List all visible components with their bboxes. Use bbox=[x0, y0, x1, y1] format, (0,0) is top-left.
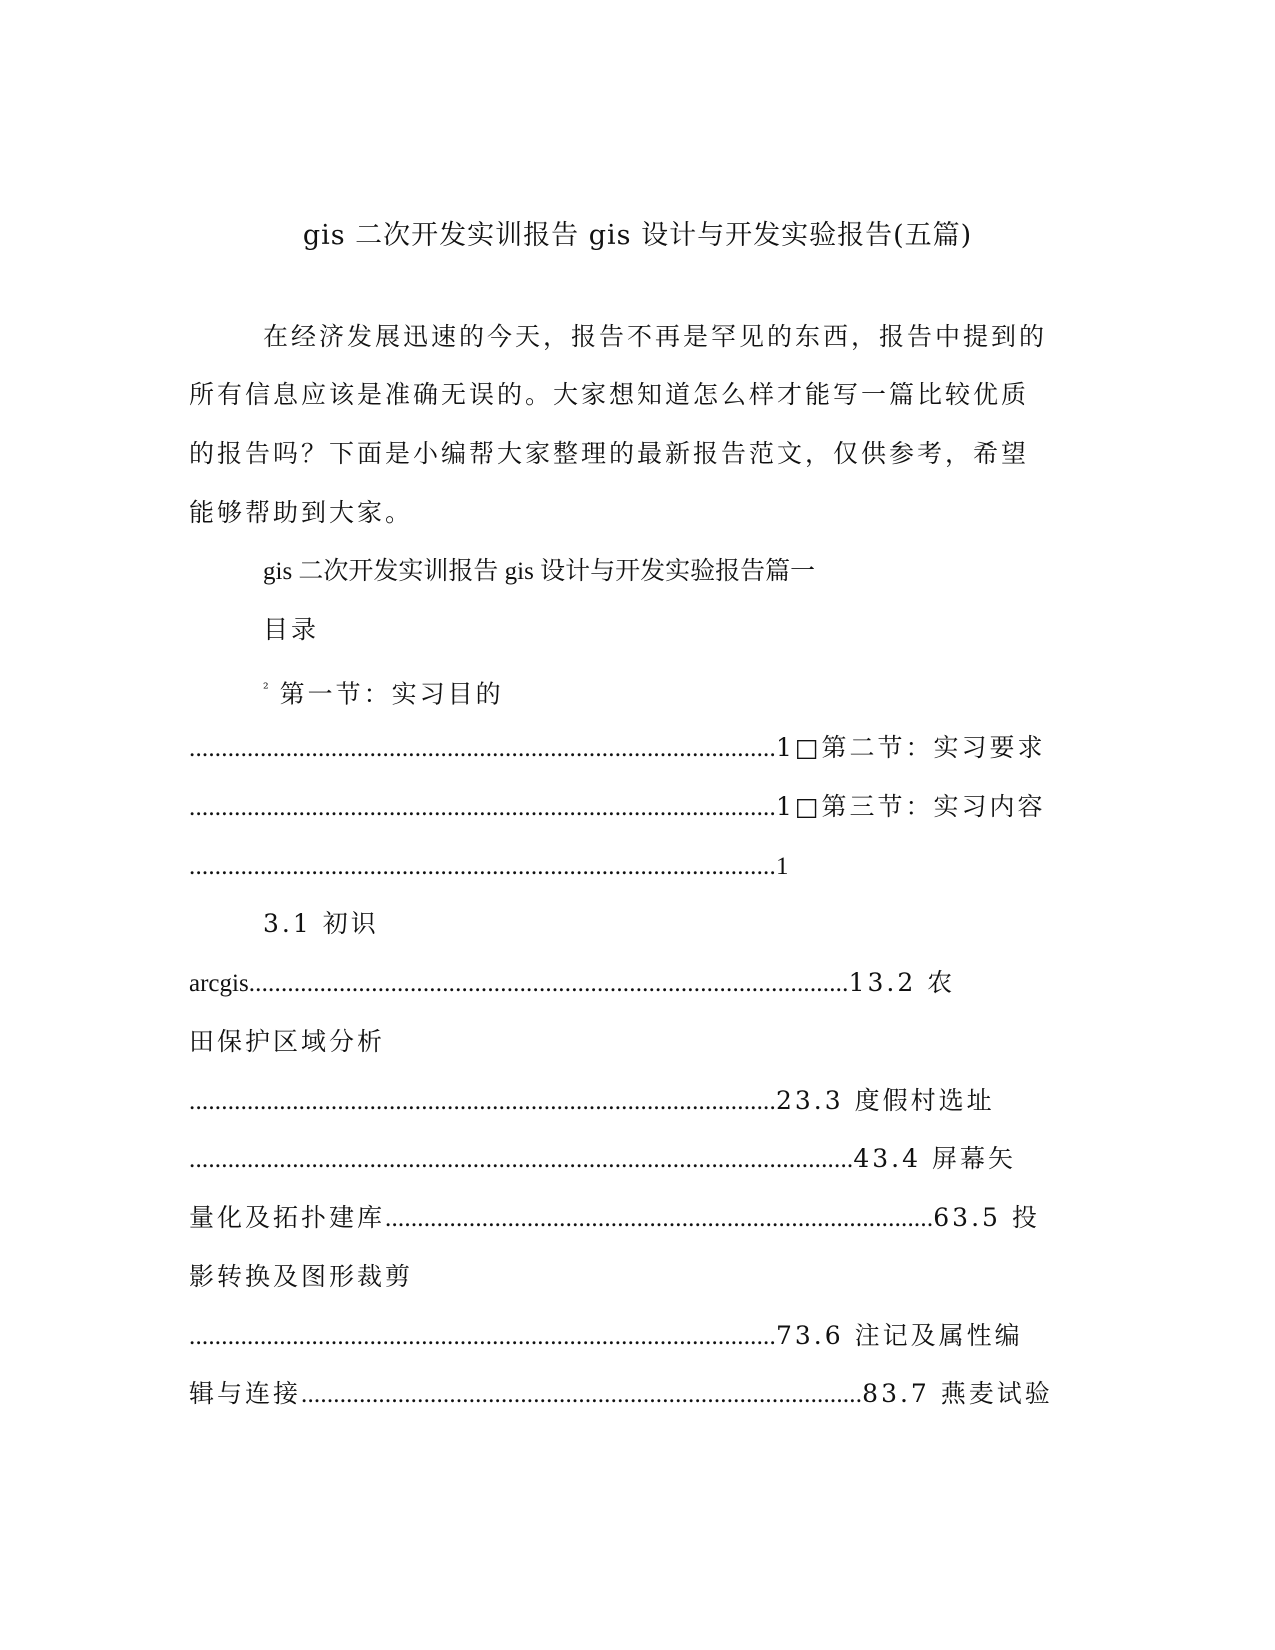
toc-entry bbox=[189, 1318, 1089, 1355]
intro-paragraph-line: 所有信息应该是准确无误的。大家想知道怎么样才能写一篇比较优质 bbox=[189, 380, 1030, 409]
intro-paragraph-line: 的报告吗？下面是小编帮大家整理的最新报告范文，仅供参考，希望 bbox=[189, 439, 1030, 468]
toc-leader-dots: ............................................................................................. bbox=[248, 970, 849, 997]
toc-leader-dots: ..................................................................................... bbox=[385, 1205, 934, 1232]
intro-paragraph-line: 能够帮助到大家。 bbox=[189, 498, 414, 527]
section-heading: gis 二次开发实训报告 gis 设计与开发实验报告篇一 bbox=[263, 558, 816, 585]
toc-entry-prefix: 量化及拓扑建库 bbox=[189, 1203, 386, 1232]
toc-entry-text: 1 bbox=[775, 853, 789, 880]
toc-entry-text: 第一节：实习目的 bbox=[279, 679, 504, 709]
toc-entry-text: 田保护区域分析 bbox=[189, 1027, 386, 1056]
toc-entry-text: 43.4 屏幕矢 bbox=[853, 1144, 1016, 1173]
toc-leader-dots: ........................................................................................... bbox=[189, 1088, 776, 1115]
toc-leader-dots: ........................................................................................... bbox=[189, 1323, 776, 1350]
toc-entry bbox=[263, 906, 1163, 942]
intro-paragraph-line: 在经济发展迅速的今天，报告不再是罕见的东西，报告中提到的 bbox=[263, 322, 1048, 351]
toc-entry-marker: ² bbox=[263, 681, 269, 697]
toc-entry-text: 23.3 度假村选址 bbox=[775, 1086, 995, 1115]
toc-entry-text: 3.1 初识 bbox=[263, 909, 379, 938]
toc-entry-prefix: 辑与连接 bbox=[189, 1379, 302, 1408]
toc-entry bbox=[189, 1083, 1089, 1120]
toc-entry-text: 1□第三节：实习内容 bbox=[775, 792, 1046, 821]
toc-entry bbox=[189, 1141, 1089, 1178]
toc-entry bbox=[263, 671, 1163, 712]
toc-entry bbox=[189, 965, 1089, 1002]
toc-leader-dots: ....................................................................................................... bbox=[189, 1146, 854, 1173]
toc-entry bbox=[189, 1259, 1089, 1295]
toc-entry bbox=[189, 1024, 1089, 1060]
toc-entry bbox=[189, 789, 1089, 826]
document-title: gis 二次开发实训报告 gis 设计与开发实验报告(五篇) bbox=[302, 220, 973, 251]
toc-entry bbox=[189, 1376, 1089, 1413]
toc-entry-prefix: arcgis bbox=[189, 970, 249, 997]
toc-entry bbox=[189, 1200, 1089, 1237]
toc-entry-text: 73.6 注记及属性编 bbox=[775, 1321, 1023, 1350]
toc-heading: 目录 bbox=[263, 615, 320, 644]
toc-entry-text: 63.5 投 bbox=[933, 1203, 1040, 1232]
toc-entry bbox=[189, 848, 1089, 885]
toc-entry bbox=[189, 730, 1089, 767]
toc-entry-text: 83.7 燕麦试验 bbox=[862, 1379, 1053, 1408]
toc-leader-dots: ........................................................................................... bbox=[189, 735, 776, 762]
toc-entry-text: 影转换及图形裁剪 bbox=[189, 1262, 414, 1291]
toc-leader-dots: ........................................................................................... bbox=[189, 794, 776, 821]
toc-entry-text: 1□第二节：实习要求 bbox=[775, 733, 1046, 762]
toc-leader-dots: ....................................................................................... bbox=[301, 1381, 863, 1408]
toc-leader-dots: ........................................................................................... bbox=[189, 853, 776, 880]
toc-entry-text: 13.2 农 bbox=[848, 968, 956, 997]
